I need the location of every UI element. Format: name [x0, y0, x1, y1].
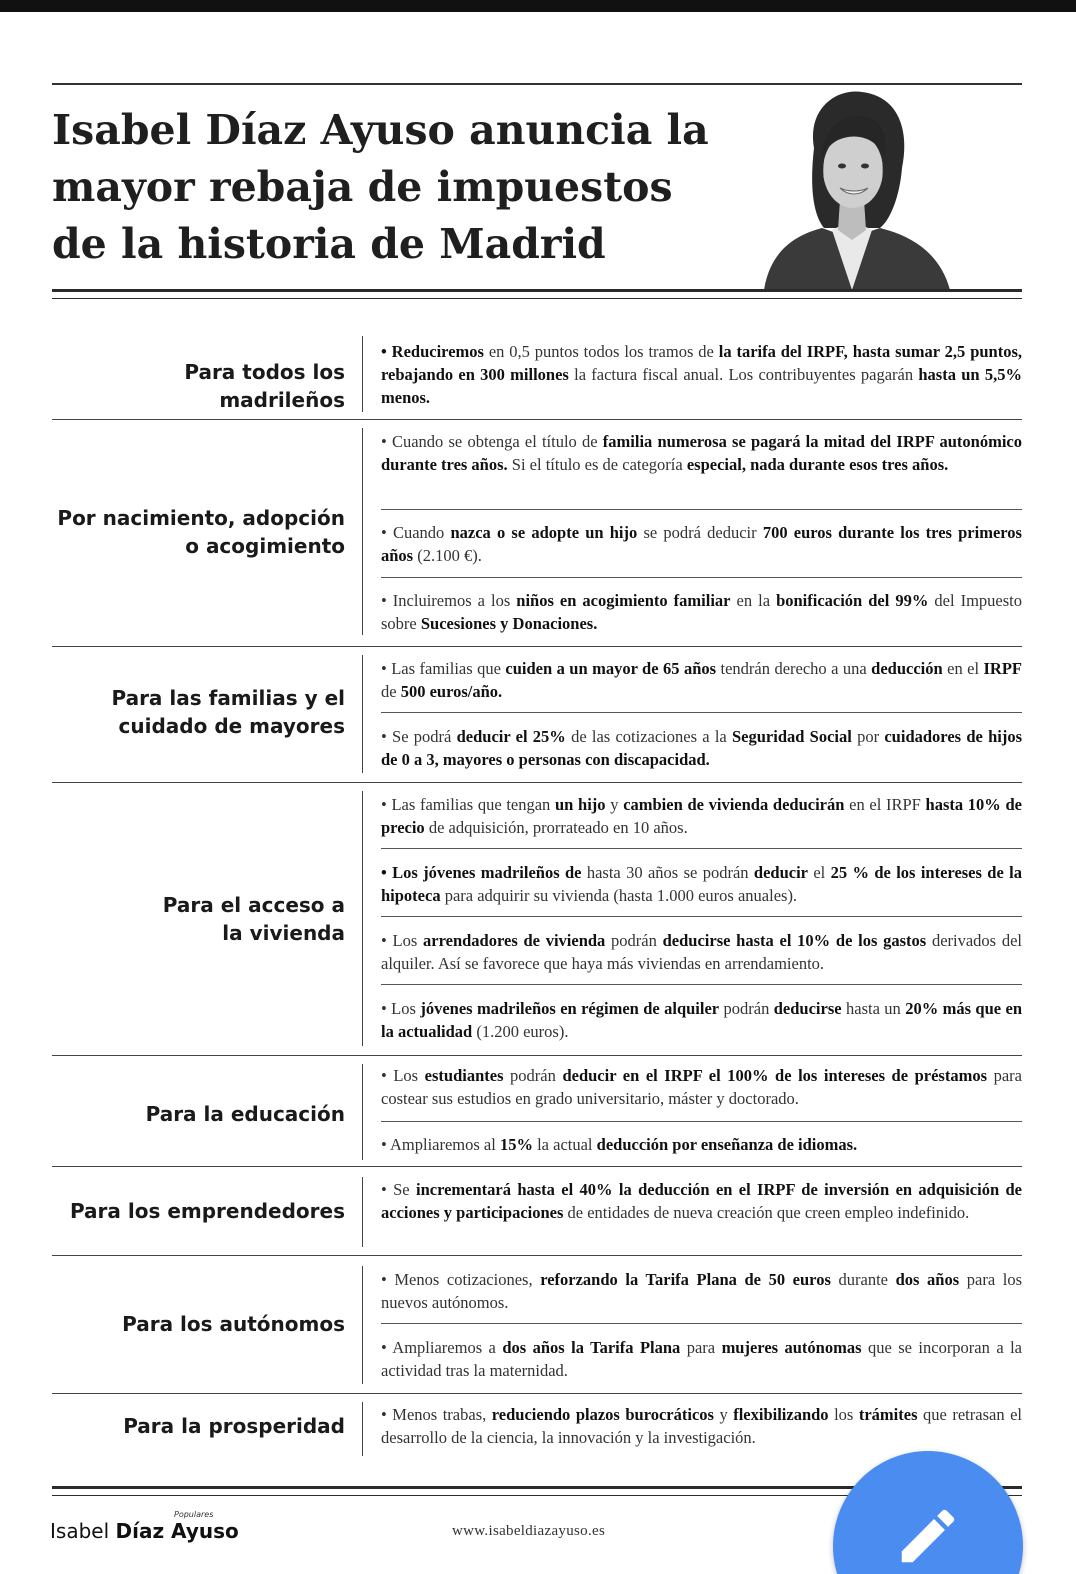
category-line: la vivienda: [222, 921, 345, 945]
bold-text-run: deducir el 25%: [456, 727, 566, 746]
section-prosperidad: [52, 1394, 1022, 1460]
text-run: podrán: [719, 999, 774, 1018]
text-run: el: [807, 863, 831, 882]
text-run: hasta 30 años se podrán: [581, 863, 754, 882]
footer-logo: [50, 1519, 239, 1543]
measure-item: [381, 1268, 1022, 1314]
text-run: por: [851, 727, 885, 746]
bold-text-run: jóvenes madrileños en régimen de alquiler: [420, 999, 720, 1018]
measure-item: [381, 1133, 1022, 1156]
bold-text-run: cambien de vivienda deducirán: [623, 795, 845, 814]
text-run: y: [605, 795, 624, 814]
column-divider: [362, 428, 363, 635]
column-divider: [362, 1064, 363, 1160]
bold-text-run: 700 euros durante los tres primeros años: [381, 523, 1022, 565]
item-separator: [381, 577, 1022, 578]
item-separator: [381, 984, 1022, 985]
bold-text-run: reforzando la Tarifa Plana de 50 euros: [540, 1270, 831, 1289]
section-todos-madrilenos: [52, 336, 1022, 416]
header-rule: [52, 83, 1022, 85]
bold-text-run: trámites: [858, 1405, 918, 1424]
text-run: que retrasan el desarrollo de la ciencia, la innovación y la investigación.: [381, 1405, 1022, 1447]
page-title: [52, 102, 752, 273]
text-run: derivados del alquiler. Así se favorece que haya más viviendas en arrendamiento.: [381, 931, 1022, 973]
headline-line-3: de la historia de Madrid: [52, 220, 606, 268]
bold-text-run: bonificación del 99%: [776, 591, 929, 610]
measure-item: [381, 1064, 1022, 1110]
text-run: • Se podrá: [381, 727, 457, 746]
item-separator: [381, 509, 1022, 510]
measure-item: [381, 589, 1022, 635]
text-run: tendrán derecho a una: [716, 659, 872, 678]
bold-text-run: 15%: [499, 1135, 533, 1154]
bold-text-run: deducir: [753, 863, 808, 882]
text-run: • Ampliaremos a: [381, 1338, 503, 1357]
bold-text-run: nazca o se adopte un hijo: [450, 523, 638, 542]
section-nacimiento: [52, 420, 1022, 645]
bold-text-run: 500 euros/año.: [400, 682, 503, 701]
text-run: para los nuevos autónomos.: [381, 1270, 1023, 1312]
text-run: (1.200 euros).: [472, 1022, 569, 1041]
bold-text-run: deducción por enseñanza de idiomas.: [596, 1135, 858, 1154]
text-run: en 0,5 puntos todos los tramos de: [483, 342, 719, 361]
text-run: de entidades de nueva creación que creen empleo indefinido.: [563, 1203, 970, 1222]
text-run: y: [713, 1405, 734, 1424]
bold-text-run: familia numerosa se pagará la mitad del IRPF autonómico durante tres años.: [381, 432, 1023, 474]
headline-line-1: Isabel Díaz Ayuso anuncia la: [52, 106, 709, 154]
bold-text-run: arrendadores de vivienda: [423, 931, 606, 950]
bold-text-run: deducción: [871, 659, 943, 678]
text-run: • Cuando se obtenga el título de: [381, 432, 603, 451]
bold-text-run: dos años la Tarifa Plana: [502, 1338, 681, 1357]
measure-item: [381, 657, 1022, 703]
top-bar: [0, 0, 1076, 12]
column-divider: [362, 1402, 363, 1456]
bold-text-run: Seguridad Social: [732, 727, 852, 746]
section-educacion: [52, 1056, 1022, 1166]
text-run: • Los: [381, 1066, 425, 1085]
item-separator: [381, 916, 1022, 917]
bold-text-run: la tarifa del IRPF, hasta sumar 2,5 puntos, rebajando en 300 millones: [381, 342, 1023, 384]
category-label: [52, 358, 345, 414]
measure-item: [381, 997, 1022, 1043]
category-line: Para todos los madrileños: [184, 360, 345, 412]
measure-item: [381, 861, 1022, 907]
measure-item: [381, 1178, 1022, 1224]
portrait-photo: [752, 88, 955, 290]
bold-text-run: 25 % de los intereses de la hipoteca: [381, 863, 1022, 905]
text-run: la actual: [532, 1135, 597, 1154]
measure-item: [381, 725, 1022, 771]
category-label: [52, 1310, 345, 1338]
text-run: • Se: [381, 1180, 416, 1199]
bold-text-run: dos años: [895, 1270, 960, 1289]
bold-text-run: niños en acogimiento familiar: [516, 591, 731, 610]
measure-item: [381, 1403, 1022, 1449]
bold-text-run: especial, nada durante esos tres años.: [686, 455, 949, 474]
item-separator: [381, 1121, 1022, 1122]
text-run: se podrá deducir: [637, 523, 763, 542]
text-run: de las cotizaciones a la: [565, 727, 732, 746]
text-run: Si el título es de categoría: [507, 455, 687, 474]
measure-item: [381, 430, 1022, 476]
text-run: • Menos trabas,: [381, 1405, 492, 1424]
section-familias-mayores: [52, 647, 1022, 782]
section-autonomos: [52, 1256, 1022, 1393]
text-run: para adquirir su vivienda (hasta 1.000 euros anuales).: [440, 886, 798, 905]
bold-text-run: reduciendo plazos burocráticos: [491, 1405, 714, 1424]
category-line: Para la educación: [145, 1102, 345, 1126]
pencil-icon: [893, 1501, 963, 1571]
column-divider: [362, 336, 363, 412]
text-run: • Los: [381, 931, 424, 950]
bold-text-run: estudiantes: [424, 1066, 504, 1085]
bold-text-run: hasta 10% de precio: [381, 795, 1023, 837]
text-run: la factura fiscal anual. Los contribuyentes pagarán: [568, 365, 919, 384]
category-label: [52, 891, 345, 947]
measure-item: [381, 521, 1022, 567]
item-separator: [381, 1323, 1022, 1324]
text-run: en la: [730, 591, 777, 610]
text-run: para: [680, 1338, 722, 1357]
category-label: [52, 1412, 345, 1440]
bold-text-run: deducir en el IRPF el 100% de los intereses de préstamos: [562, 1066, 988, 1085]
section-emprendedores: [52, 1167, 1022, 1255]
brand-first-name: Isabel: [50, 1519, 110, 1543]
text-run: de: [381, 682, 401, 701]
text-run: podrán: [605, 931, 663, 950]
text-run: en el: [942, 659, 984, 678]
item-separator: [381, 848, 1022, 849]
category-label: [52, 504, 345, 560]
header-rule-thick: [52, 289, 1022, 292]
text-run: en el IRPF: [844, 795, 926, 814]
bold-text-run: • Los jóvenes madrileños de: [381, 863, 582, 882]
footer-url: www.isabeldiazayuso.es: [452, 1523, 606, 1539]
category-line: o acogimiento: [185, 534, 345, 558]
text-run: hasta un: [841, 999, 906, 1018]
text-run: del Impuesto sobre: [381, 591, 1022, 633]
bold-text-run: 20% más que en la actualidad: [381, 999, 1022, 1041]
text-run: los: [828, 1405, 859, 1424]
text-run: • Los: [381, 999, 421, 1018]
column-divider: [362, 1266, 363, 1384]
measure-item: [381, 1336, 1022, 1382]
column-divider: [362, 655, 363, 773]
text-run: (2.100 €).: [413, 546, 482, 565]
category-label: [52, 684, 345, 740]
text-run: durante: [830, 1270, 896, 1289]
bold-text-run: incrementará hasta el 40% la deducción en el IRPF de inversión en adquisición de acciones y participaciones: [381, 1180, 1022, 1222]
category-line: Por nacimiento, adopción: [57, 506, 345, 530]
measure-item: [381, 340, 1022, 409]
header-rule-thin: [52, 298, 1022, 299]
bold-text-run: cuiden a un mayor de 65 años: [505, 659, 717, 678]
category-line: Para el acceso a: [162, 893, 345, 917]
text-run: • Cuando: [381, 523, 451, 542]
headline-line-2: mayor rebaja de impuestos: [52, 163, 673, 211]
measure-item: [381, 793, 1022, 839]
bold-text-run: hasta un 5,5% menos.: [381, 365, 1022, 407]
text-run: de adquisición, prorrateado en 10 años.: [424, 818, 688, 837]
category-line: Para las familias y el: [111, 686, 345, 710]
text-run: • Menos cotizaciones,: [381, 1270, 541, 1289]
text-run: • Incluiremos a los: [381, 591, 517, 610]
text-run: para costear sus estudios en grado universitario, máster y doctorado.: [381, 1066, 1022, 1108]
bold-text-run: un hijo: [555, 795, 606, 814]
bold-text-run: IRPF: [983, 659, 1023, 678]
item-separator: [381, 712, 1022, 713]
category-line: Para la prosperidad: [123, 1414, 345, 1438]
column-divider: [362, 1177, 363, 1247]
bold-text-run: • Reduciremos: [381, 342, 484, 361]
category-line: Para los emprendedores: [69, 1199, 345, 1223]
party-tag: Populares: [174, 1510, 214, 1519]
text-run: • Las familias que: [381, 659, 506, 678]
bold-text-run: deducirse hasta el 10% de los gastos: [662, 931, 927, 950]
category-label: [52, 1197, 345, 1225]
bold-text-run: cuidadores de hijos de 0 a 3, mayores o personas con discapacidad.: [381, 727, 1022, 769]
measure-item: [381, 929, 1022, 975]
text-run: • Ampliaremos al: [381, 1135, 500, 1154]
category-line: Para los autónomos: [122, 1312, 345, 1336]
bold-text-run: flexibilizando: [733, 1405, 829, 1424]
text-run: • Las familias que tengan: [381, 795, 555, 814]
brand-last-name: Díaz Ayuso: [115, 1519, 239, 1543]
bold-text-run: mujeres autónomas: [721, 1338, 862, 1357]
bold-text-run: Sucesiones y Donaciones.: [420, 614, 598, 633]
category-label: [52, 1100, 345, 1128]
column-divider: [362, 791, 363, 1046]
text-run: podrán: [503, 1066, 563, 1085]
edit-fab-button[interactable]: [833, 1451, 1023, 1574]
bold-text-run: deducirse: [773, 999, 842, 1018]
section-vivienda: [52, 783, 1022, 1055]
category-line: cuidado de mayores: [118, 714, 345, 738]
text-run: que se incorporan a la actividad tras la maternidad.: [381, 1338, 1022, 1380]
